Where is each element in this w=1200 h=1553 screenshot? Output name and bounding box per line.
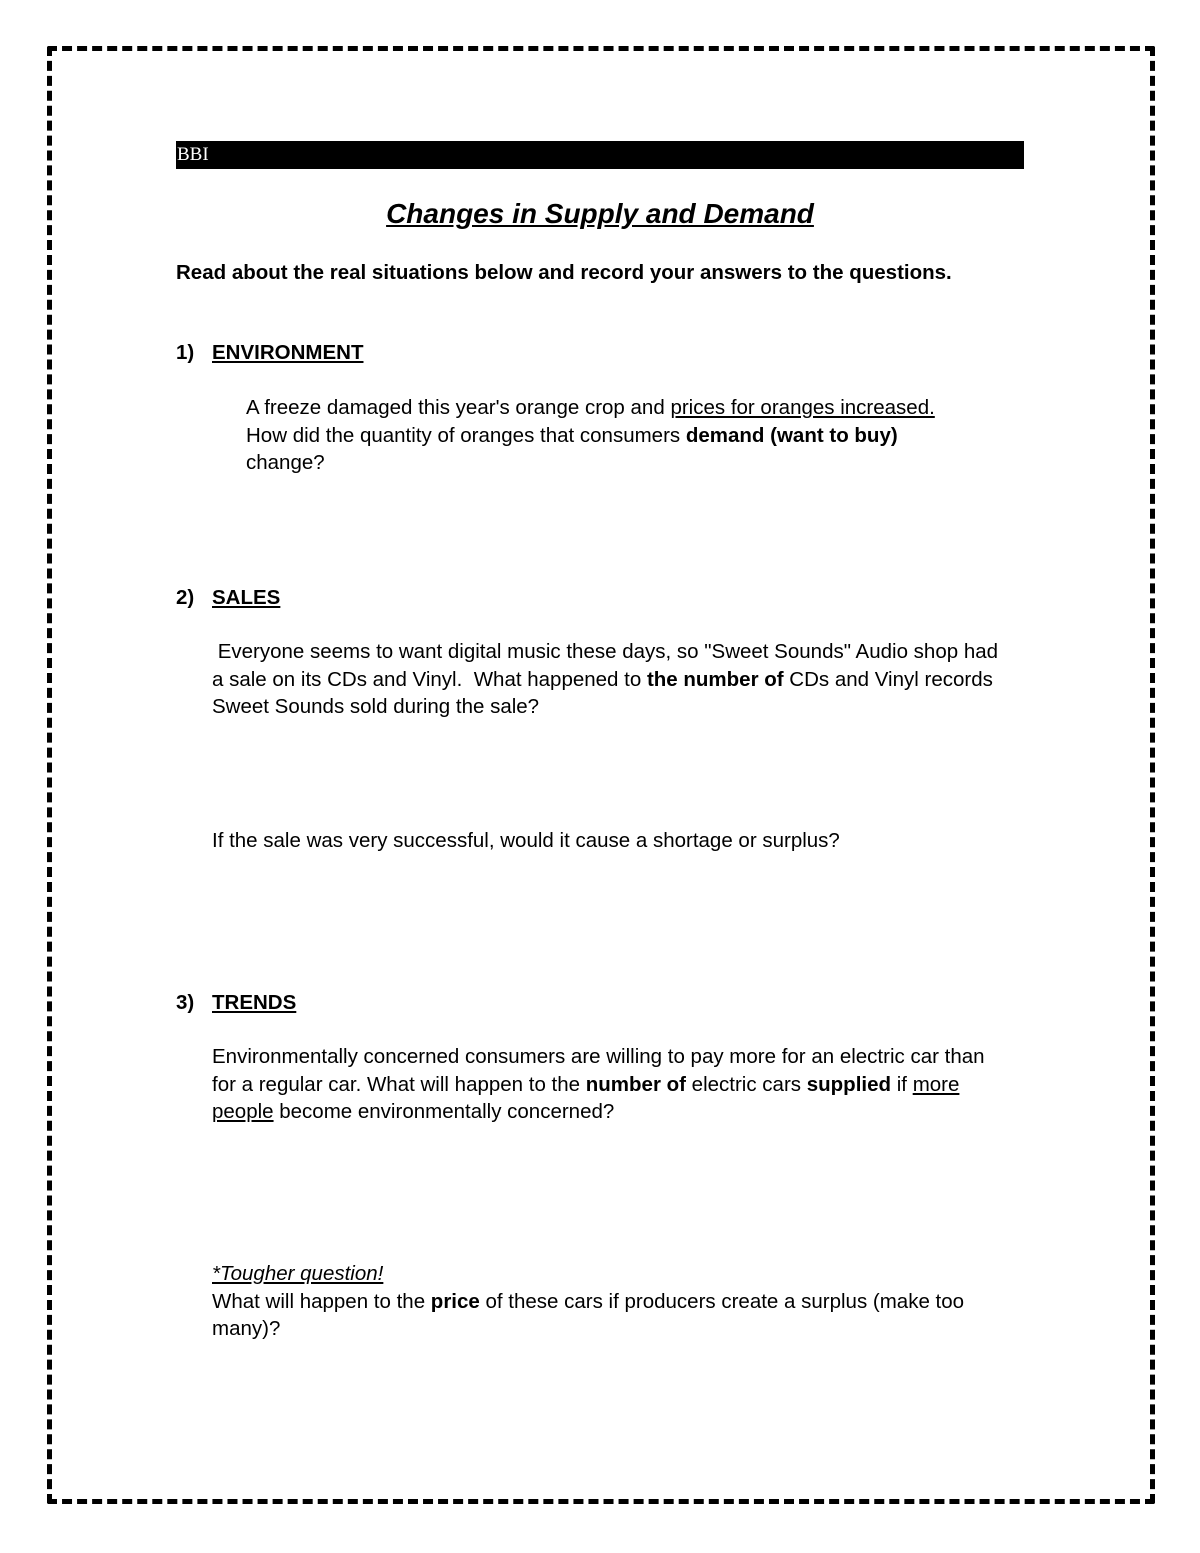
question-trends [212,1043,1012,1126]
section-name: TRENDS [212,991,297,1014]
question-text: Environmentally concerned consumers are willing to pay more for an electric car than for a regular car. What will happen to the [212,1045,985,1096]
question-text: Everyone seems to want digital music these days, so "Sweet Sounds" Audio shop had a sale on its CDs and Vinyl. What happened to [212,640,1004,691]
question-text: What will happen to the [212,1289,431,1313]
section-number: 1) [176,341,195,364]
question-text: change? [246,451,325,474]
page-title: Changes in Supply and Demand [386,198,814,229]
section-number: 3) [176,991,195,1014]
header-bar [176,141,1024,169]
question-text: of these cars if producers create a surplus (make too many)? [212,1289,965,1340]
tougher-question-text [212,1288,1012,1343]
tougher-question-block [212,1260,1012,1343]
question-emphasis: supplied [806,1072,892,1096]
section-number: 2) [176,586,195,609]
section-heading-environment [176,340,363,366]
question-emphasis: prices for oranges increased. [670,396,935,419]
question-text: CDs and Vinyl records Sweet Sounds sold during the sale? [212,667,999,718]
section-name: ENVIRONMENT [212,341,364,364]
question-environment [246,394,966,477]
question-emphasis: the number of [646,667,784,691]
question-text: if [891,1072,913,1096]
question-text: A freeze damaged this year's orange crop and [246,396,671,419]
section-name: SALES [212,586,281,609]
section-heading-sales [176,585,280,611]
tougher-question-label: *Tougher question! [212,1262,384,1285]
question-sales-followup: If the sale was very successful, would it cause a shortage or surplus? [212,829,840,852]
question-emphasis: more people [212,1072,960,1123]
question-text: become environmentally concerned? [273,1100,615,1123]
question-emphasis: price [430,1289,480,1313]
question-text: How did the quantity of oranges that consumers [246,423,686,447]
question-sales [212,638,1012,721]
section-heading-trends [176,990,296,1016]
header-label: BBI [177,144,209,165]
question-emphasis: demand (want to buy) [685,423,898,447]
instructions: Read about the real situations below and record your answers to the questions. [176,261,952,284]
question-emphasis: number of [585,1072,686,1096]
question-text: electric cars [685,1072,807,1096]
